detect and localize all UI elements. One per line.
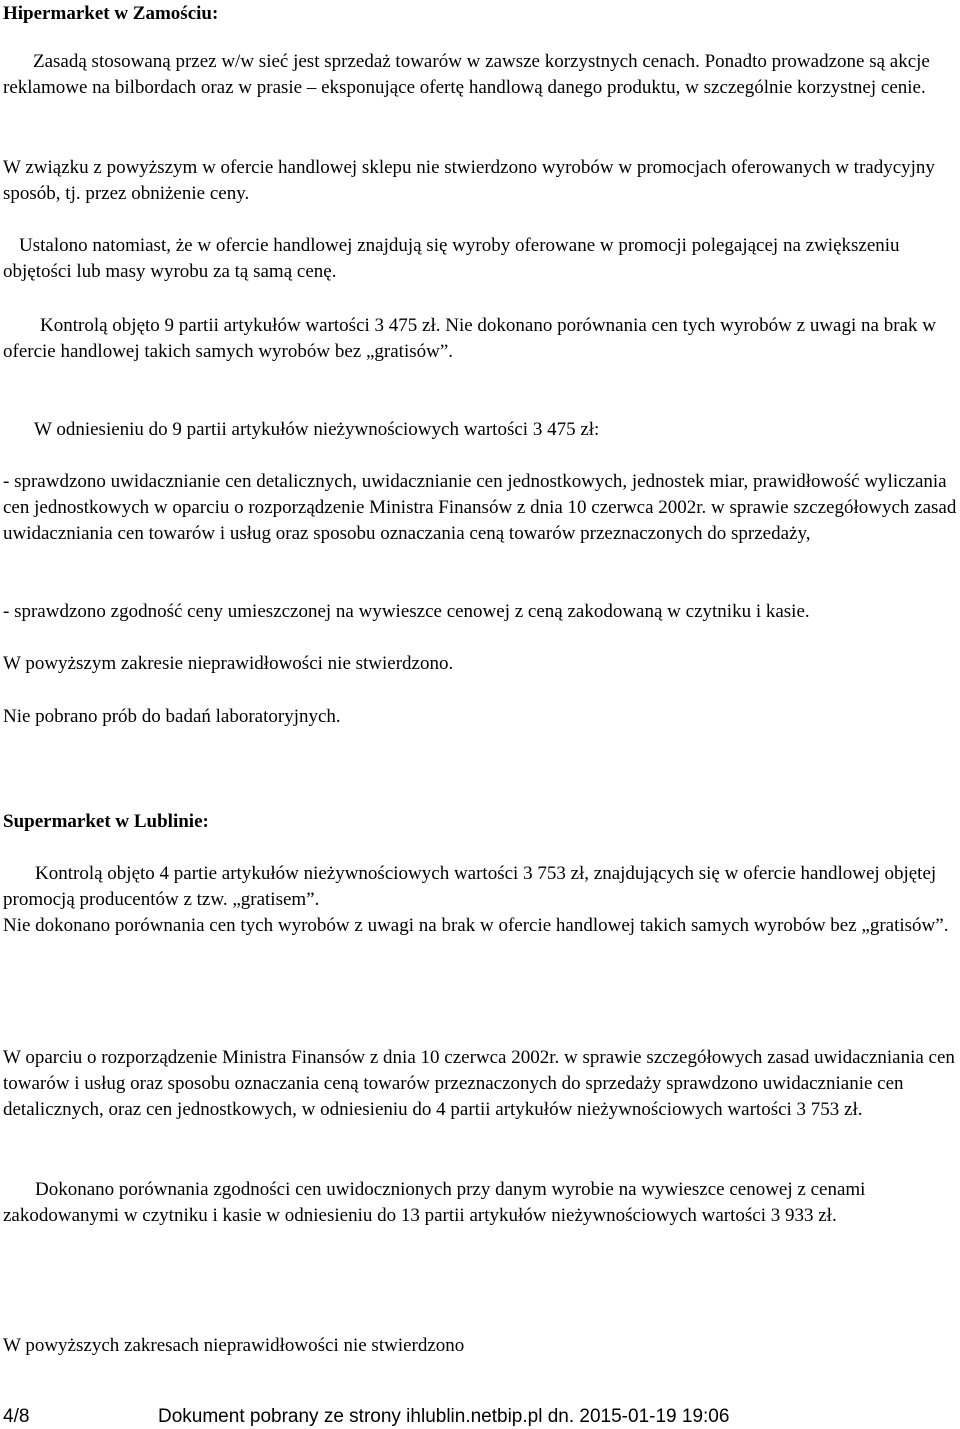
section-heading-zamosc: Hipermarket w Zamościu: — [3, 3, 219, 24]
paragraph — [3, 49, 957, 101]
paragraph-text: - sprawdzono zgodność ceny umieszczonej na wywieszce cenowej z ceną zakodowaną w czytniku i kasie. — [3, 601, 810, 622]
paragraph — [3, 704, 957, 730]
paragraph-text: W powyższych zakresach nieprawidłowości nie stwierdzono — [3, 1335, 465, 1356]
page-number: 4/8 — [3, 1406, 30, 1427]
paragraph — [3, 1045, 957, 1123]
paragraph-text: W oparciu o rozporządzenie Ministra Finansów z dnia 10 czerwca 2002r. w sprawie szczegółowych zasad uwidaczniania cen towarów i usług oraz sposobu oznaczania ceną towarów przeznaczonych do sprzedaży sprawdzono uwidacznianie cen detalicznych, oraz cen jednostkowych, w odniesieniu do 4 partii artykułów nieżywnościowych wartości 3 753 zł. — [3, 1047, 955, 1120]
paragraph — [3, 651, 957, 677]
paragraph — [3, 417, 957, 443]
paragraph — [3, 313, 957, 365]
paragraph — [3, 233, 957, 285]
list-item — [3, 599, 957, 625]
paragraph-text: Dokonano porównania zgodności cen uwidocznionych przy danym wyrobie na wywieszce cenowej z cenami zakodowanymi w czytniku i kasie w odniesieniu do 13 partii artykułów nieżywnościowych wartości 3 933 zł. — [3, 1179, 866, 1226]
download-note: Dokument pobrany ze strony ihlublin.netbip.pl dn. 2015-01-19 19:06 — [158, 1406, 730, 1427]
paragraph-text: - sprawdzono uwidacznianie cen detalicznych, uwidacznianie cen jednostkowych, jednostek miar, prawidłowość wyliczania cen jednostkowych w oparciu o rozporządzenie Ministra Finansów z dnia 10 czerwca 2002r. w sprawie szczegółowych zasad uwidaczniania cen towarów i usług oraz sposobu oznaczania ceną towarów przeznaczonych do sprzedaży, — [3, 471, 957, 544]
paragraph-text: W powyższym zakresie nieprawidłowości nie stwierdzono. — [3, 653, 454, 674]
paragraph-text: Kontrolą objęto 9 partii artykułów wartości 3 475 zł. Nie dokonano porównania cen tych wyrobów z uwagi na brak w ofercie handlowej takich samych wyrobów bez „gratisów”. — [3, 315, 936, 362]
paragraph — [3, 155, 957, 207]
paragraph-text: Nie dokonano porównania cen tych wyrobów z uwagi na brak w ofercie handlowej takich samych wyrobów bez „gratisów”. — [3, 915, 949, 936]
paragraph — [3, 1333, 957, 1359]
paragraph-text: Ustalono natomiast, że w ofercie handlowej znajdują się wyroby oferowane w promocji polegającej na zwiększeniu objętości lub masy wyrobu za tą samą cenę. — [3, 235, 900, 282]
list-item — [3, 469, 957, 547]
paragraph-text: Nie pobrano prób do badań laboratoryjnych. — [3, 706, 341, 727]
paragraph — [3, 1177, 957, 1229]
section-heading-lublin: Supermarket w Lublinie: — [3, 811, 209, 832]
page-footer — [3, 1405, 957, 1429]
paragraph-text: W odniesieniu do 9 partii artykułów nieżywnościowych wartości 3 475 zł: — [34, 419, 600, 440]
paragraph-text: Kontrolą objęto 4 partie artykułów nieżywnościowych wartości 3 753 zł, znajdujących się w ofercie handlowej objętej promocją producentów z tzw. „gratisem”. — [3, 863, 937, 910]
paragraph-text: Zasadą stosowaną przez w/w sieć jest sprzedaż towarów w zawsze korzystnych cenach. Ponadto prowadzone są akcje reklamowe na bilbordach oraz w prasie – eksponujące ofertę handlową danego produktu, w szczególnie korzystnej cenie. — [3, 51, 930, 98]
paragraph — [3, 861, 957, 939]
paragraph-text: W związku z powyższym w ofercie handlowej sklepu nie stwierdzono wyrobów w promocjach oferowanych w tradycyjny sposób, tj. przez obniżenie ceny. — [3, 157, 935, 204]
